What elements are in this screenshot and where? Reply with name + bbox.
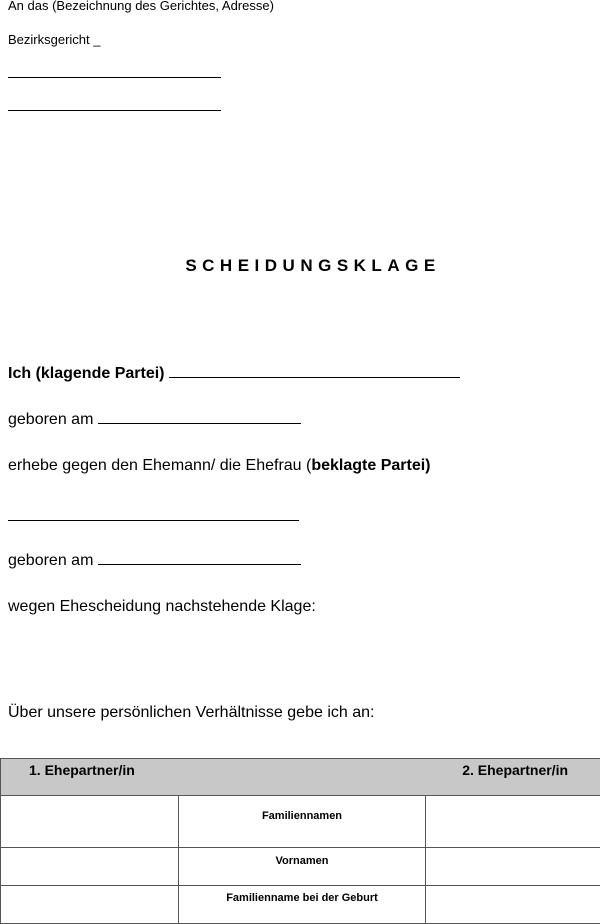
partner1-vorname-cell[interactable] [1,848,179,886]
reason-text: wegen Ehescheidung nachstehende Klage: [8,598,316,616]
born2-row [8,552,301,570]
col1-header: 1. Ehepartner/in [29,762,135,778]
table-header-row [1,759,600,796]
row-label: Familienname bei der Geburt [179,886,426,924]
born1-field[interactable] [98,411,301,424]
against-row [8,457,431,475]
table-header-cell [1,759,600,796]
table-row [1,886,600,924]
personal-info-table [0,758,600,924]
address-label: An das (Bezeichnung des Gerichtes, Adresse) [8,0,274,13]
plaintiff-field[interactable] [169,365,460,378]
partner1-familienname-cell[interactable] [1,796,179,848]
table-row [1,796,600,848]
document-title: SCHEIDUNGSKLAGE [0,256,600,276]
partner2-familienname-cell[interactable] [426,796,600,848]
born2-field[interactable] [98,552,301,565]
partner2-geburtsname-cell[interactable] [426,886,600,924]
row-label: Familiennamen [179,796,426,848]
personal-text: Über unsere persönlichen Verhältnisse gebe ich an: [8,704,374,722]
court-label: Bezirksgericht _ [8,32,100,47]
plaintiff-label: Ich (klagende Partei) [8,365,165,382]
address-line-2[interactable] [8,110,221,111]
born1-label: geboren am [8,411,93,428]
col2-header: 2. Ehepartner/in [462,762,568,778]
partner1-geburtsname-cell[interactable] [1,886,179,924]
defendant-field[interactable] [8,520,299,521]
born2-label: geboren am [8,552,93,569]
defendant-label: beklagte Partei) [311,457,430,474]
against-prefix: erhebe gegen den Ehemann/ die Ehefrau ( [8,457,311,474]
table-row [1,848,600,886]
row-label: Vornamen [179,848,426,886]
plaintiff-row [8,365,460,383]
born1-row [8,411,301,429]
address-line-1[interactable] [8,77,221,78]
partner2-vorname-cell[interactable] [426,848,600,886]
